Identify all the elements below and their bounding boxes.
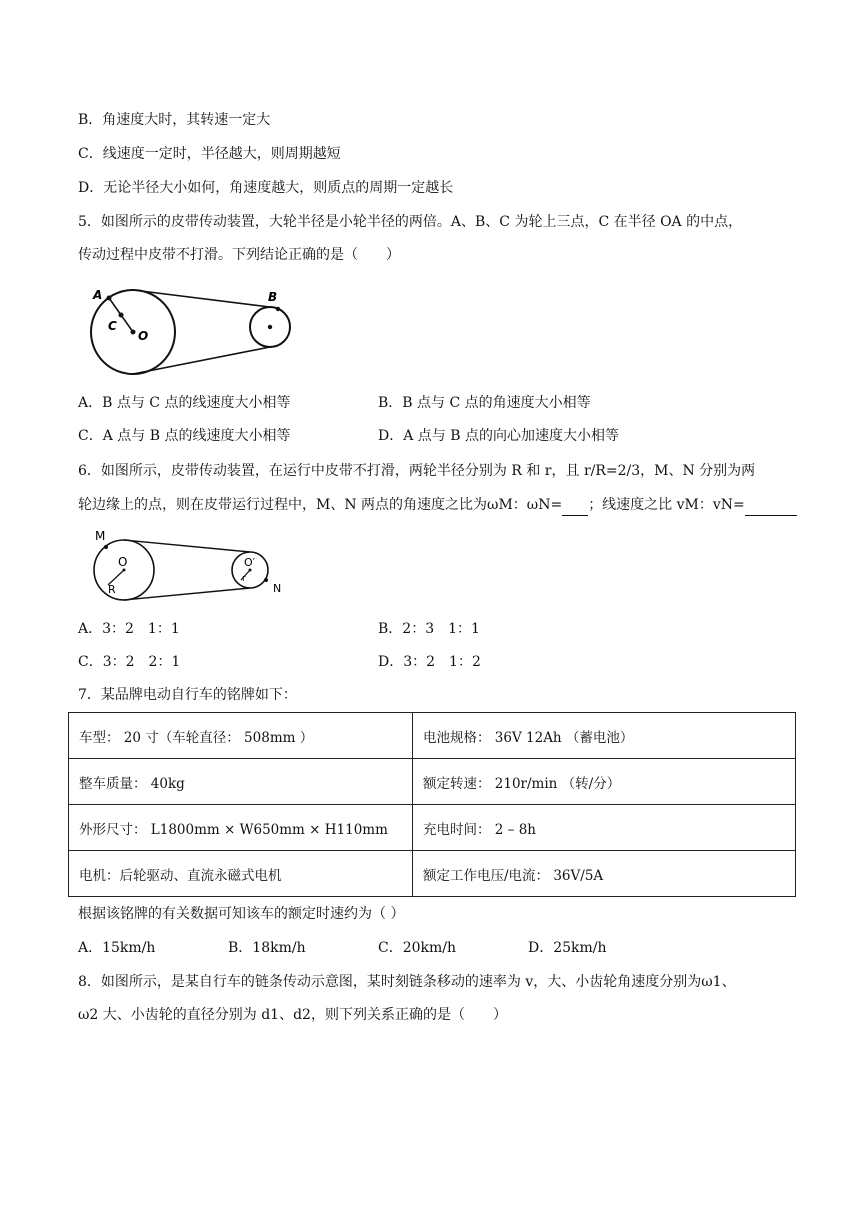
- table-row: [69, 759, 796, 805]
- q7-option-d: D．25km/h: [528, 940, 607, 956]
- q6-option-d: D．3：2 1：2: [378, 654, 481, 670]
- q5-stem-line1: 5．如图所示的皮带传动装置，大轮半径是小轮半径的两倍。A、B、C 为轮上三点，C 在半径 OA 的中点，: [78, 214, 743, 230]
- q6-label-n: N: [273, 582, 282, 595]
- q5-option-b: B．B 点与 C 点的角速度大小相等: [378, 395, 591, 411]
- q8-stem-line1: 8．如图所示，是某自行车的链条传动示意图，某时刻链条移动的速率为 v，大、小齿轮角速度分别为ω1、: [78, 974, 736, 990]
- q4-option-b: B．角速度大时，其转速一定大: [78, 112, 271, 128]
- q6-blank-2: [745, 495, 797, 516]
- table-row: [69, 713, 796, 759]
- q6-stem-line2-b: ；线速度之比 vM：vN=: [588, 497, 745, 513]
- q7-nameplate-table: [68, 712, 796, 897]
- q6-belt-figure: [86, 525, 296, 605]
- q6-label-r-big: R: [108, 583, 116, 596]
- table-row: [69, 851, 796, 897]
- q5-label-c: C: [108, 319, 117, 333]
- table-cell: 整车质量： 40kg: [69, 759, 413, 805]
- q6-stem-line1: 6．如图所示，皮带传动装置，在运行中皮带不打滑，两轮半径分别为 R 和 r，且 r/R=2/3，M、N 分别为两: [78, 463, 756, 479]
- table-cell: 车型： 20 寸（车轮直径： 508mm ）: [69, 713, 413, 759]
- q7-option-b: B．18km/h: [228, 940, 306, 956]
- q6-label-r-small: r: [242, 574, 246, 584]
- q7-question: 根据该铭牌的有关数据可知该车的额定时速约为（ ）: [78, 906, 405, 922]
- table-cell: 额定工作电压/电流： 36V/5A: [413, 851, 796, 897]
- q6-stem-line2-a: 轮边缘上的点，则在皮带运行过程中，M、N 两点的角速度之比为ωM：ωN=: [78, 497, 563, 513]
- q8-stem-line2: ω2 大、小齿轮的直径分别为 d1、d2，则下列关系正确的是（ ）: [78, 1007, 507, 1023]
- q4-option-c: C．线速度一定时，半径越大，则周期越短: [78, 146, 341, 162]
- q6-blank-1: [562, 495, 588, 516]
- q6-option-a: A．3：2 1：1: [78, 621, 180, 637]
- q7-option-a: A．15km/h: [78, 940, 156, 956]
- table-cell: 额定转速： 210r/min （转/分）: [413, 759, 796, 805]
- table-row: [69, 805, 796, 851]
- q5-option-d: D．A 点与 B 点的向心加速度大小相等: [378, 428, 619, 444]
- q6-stem-line2: [78, 495, 797, 516]
- table-cell: 充电时间： 2 – 8h: [413, 805, 796, 851]
- q6-label-o: O: [118, 555, 128, 569]
- q5-belt-figure: [84, 285, 304, 375]
- q6-option-b: B．2：3 1：1: [378, 621, 480, 637]
- q5-label-o: O: [138, 329, 149, 343]
- table-cell: 外形尺寸： L1800mm × W650mm × H110mm: [69, 805, 413, 851]
- table-cell: 电池规格： 36V 12Ah （蓄电池）: [413, 713, 796, 759]
- q6-label-o-prime: O′: [244, 556, 256, 569]
- q5-option-a: A．B 点与 C 点的线速度大小相等: [78, 395, 291, 411]
- q5-label-a: A: [93, 288, 103, 302]
- table-cell: 电机：后轮驱动、直流永磁式电机: [69, 851, 413, 897]
- q5-option-c: C．A 点与 B 点的线速度大小相等: [78, 428, 291, 444]
- q4-option-d: D．无论半径大小如何，角速度越大，则质点的周期一定越长: [78, 180, 454, 196]
- q7-option-c: C．20km/h: [378, 940, 457, 956]
- q5-label-b: B: [268, 290, 278, 304]
- q6-option-c: C．3：2 2：1: [78, 654, 181, 670]
- q5-stem-line2: 传动过程中皮带不打滑。下列结论正确的是（ ）: [78, 247, 400, 263]
- q7-stem: 7．某品牌电动自行车的铭牌如下：: [78, 687, 297, 703]
- q6-label-m: M: [95, 529, 106, 543]
